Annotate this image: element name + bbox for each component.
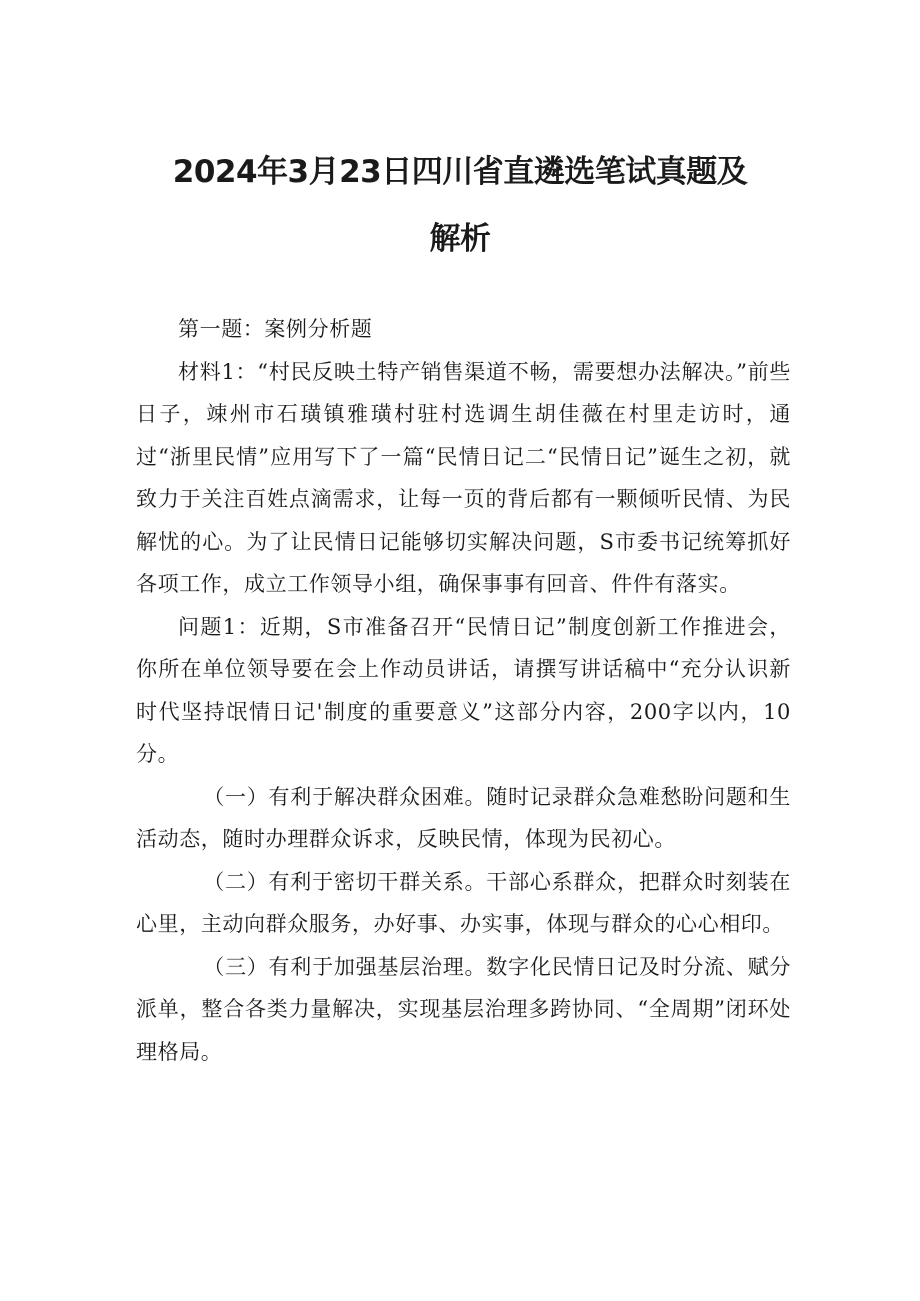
document-title-line-1: 2024年3月23日四川省直遴选笔试真题及	[172, 154, 748, 190]
question-paragraph: 问题1：近期，S市准备召开“民情日记”制度创新工作推进会，你所在单位领导要在会上作动员讲话，请撰写讲话稿中“充分认识新时代坚持氓情日记'制度的重要意义”这部分内容，200字以内，10分。	[136, 614, 791, 766]
section-heading: 第一题：案例分析题	[178, 317, 373, 341]
answer-point-1: （一）有利于解决群众困难。随时记录群众急难愁盼问题和生活动态，随时办理群众诉求，反映民情，体现为民初心。	[136, 784, 791, 851]
document-body	[136, 308, 791, 1073]
answer-point-3: （三）有利于加强基层治理。数字化民情日记及时分流、赋分派单，整合各类力量解决，实现基层治理多跨协同、“全周期”闭环处理格局。	[136, 954, 791, 1064]
material-paragraph: 材料1：“村民反映土特产销售渠道不畅，需要想办法解决。”前些日子，竦州市石璜镇雅璜村驻村选调生胡佳薇在村里走访时，通过“浙里民情”应用写下了一篇“民情日记二“民情日记”诞生之初，就致力于关注百姓点滴需求，让每一页的背后都有一颗倾听民情、为民解忧的心。为了让民情日记能够切实解决问题，S市委书记统筹抓好各项工作，成立工作领导小组，确保事事有回音、件件有落实。	[136, 359, 791, 596]
answer-point-2: （二）有利于密切干群关系。干部心系群众，把群众时刻装在心里，主动向群众服务，办好事、办实事，体现与群众的心心相印。	[136, 869, 791, 936]
document-title-line-2: 解析	[429, 221, 491, 257]
